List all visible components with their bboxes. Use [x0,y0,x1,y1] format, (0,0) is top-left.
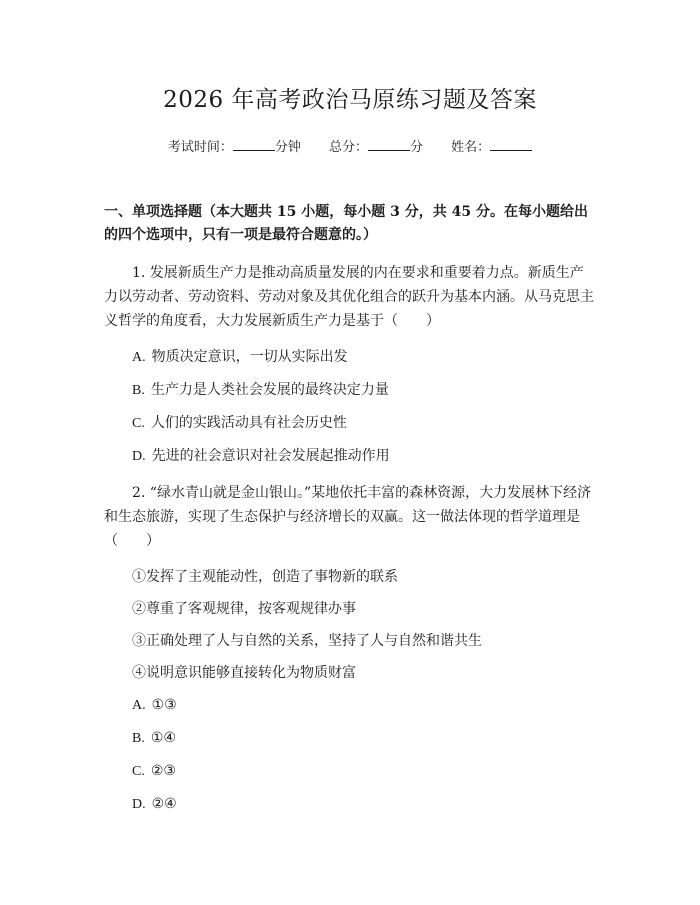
option-key: B. [132,383,145,398]
page-title: 2026 年高考政治马原练习题及答案 [163,87,537,113]
exam-time-blank [233,138,275,151]
question-2-statement-1: ①发挥了主观能动性，创造了事物新的联系 [132,569,398,585]
option-text: ②④ [151,796,177,812]
section-heading: 一、单项选择题（本大题共 15 小题，每小题 3 分，共 45 分。在每小题给出的四个选项中，只有一项是最符合题意的。） [104,204,588,243]
question-2-statement-3: ③正确处理了人与自然的关系，坚持了人与自然和谐共生 [132,633,482,649]
option-text: ①③ [151,697,177,713]
question-2-option-c [104,761,596,782]
question-2-statement-4: ④说明意识能够直接转化为物质财富 [132,665,356,681]
total-score-blank [368,138,410,151]
option-text: 生产力是人类社会发展的最终决定力量 [150,382,389,398]
option-text: ①④ [150,730,176,746]
option-text: ②③ [150,763,176,779]
option-key: C. [132,764,145,779]
question-1-stem: 1. 发展新质生产力是推动高质量发展的内在要求和重要着力点。新质生产力以劳动者、劳动资料、劳动对象及其优化组合的跃升为基本内涵。从马克思主义哲学的角度看，大力发展新质生产力是基于（ ） [104,265,594,329]
question-2-stem: 2. “绿水青山就是金山银山。”某地依托丰富的森林资源，大力发展林下经济和生态旅游，实现了生态保护与经济增长的双赢。这一做法体现的哲学道理是（ ） [104,485,592,549]
option-key: D. [132,797,146,812]
exam-time-label: 考试时间： [167,140,233,155]
question-2-option-d [104,794,596,815]
total-score-field [329,138,423,157]
question-1-option-d [104,446,596,467]
total-score-label: 总分： [328,140,368,155]
exam-info-line [104,138,596,157]
option-key: D. [132,449,146,464]
name-label: 姓名： [451,140,491,155]
name-blank [490,138,532,151]
question-1-option-c [104,413,596,434]
question-1-option-a [104,347,596,368]
question-2-statement-2: ②尊重了客观规律，按客观规律办事 [132,601,356,617]
option-text: 人们的实践活动具有社会历史性 [150,415,347,431]
name-field [451,138,532,157]
total-score-unit: 分 [410,140,424,155]
option-key: A. [132,698,146,713]
option-key: C. [132,416,145,431]
exam-time-unit: 分钟 [274,140,301,155]
question-2-option-a [104,695,596,716]
question-2-option-b [104,728,596,749]
exam-time-field [168,138,301,157]
option-text: 先进的社会意识对社会发展起推动作用 [151,448,390,464]
question-1-option-b [104,380,596,401]
option-key: A. [132,350,146,365]
option-text: 物质决定意识，一切从实际出发 [151,349,348,365]
option-key: B. [132,731,145,746]
